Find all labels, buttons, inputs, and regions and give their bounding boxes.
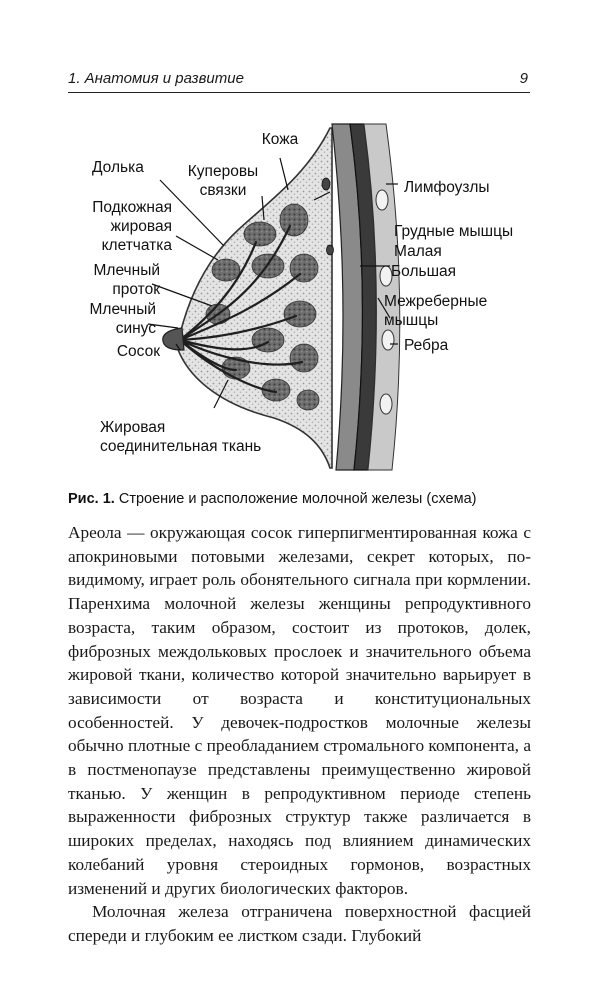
label-pectoralis-major: Большая (391, 263, 457, 280)
label-cooper-line1: Куперовы (187, 163, 259, 180)
page-number: 9 (519, 70, 528, 87)
figure-caption (68, 491, 476, 507)
running-title: 1. Анатомия и развитие (68, 70, 244, 87)
label-lobule: Долька (92, 159, 144, 176)
label-pectoralis-minor: Малая (394, 243, 442, 260)
label-subcutaneous-line3: клетчатка (101, 237, 172, 254)
label-lymph-nodes: Лимфоузлы (404, 179, 490, 196)
label-subcutaneous-line2: жировая (110, 218, 172, 235)
nipple (163, 328, 184, 350)
label-milk-duct-line1: Млечный (93, 262, 160, 279)
body-text (68, 521, 531, 948)
label-milk-sinus-line1: Млечный (89, 301, 156, 318)
caption-label: Рис. 1. (68, 491, 115, 507)
running-header (68, 70, 530, 93)
label-nipple: Сосок (116, 343, 160, 360)
label-pectoral-muscles: Грудные мышцы (394, 223, 514, 240)
label-cooper-line2: связки (199, 182, 247, 199)
label-ribs: Ребра (404, 337, 449, 354)
label-subcutaneous-line1: Подкожная (92, 199, 172, 216)
label-intercostal-line1: Межреберные (384, 293, 488, 310)
caption-text: Строение и расположение молочной железы (схема) (114, 491, 477, 507)
breast-anatomy-figure (68, 118, 538, 478)
label-fat-tissue-line2: соединительная ткань (100, 438, 262, 455)
paragraph: Ареола — окружающая сосок гиперпигментированная кожа с апокриновыми потовыми железами, секрет которых, по-видимому, играет роль обонятельного сигнала при кормлении. Паренхима молочной железы женщины репродуктивного возраста, таким образом, состоит из протоков, долек, фиброзных междольковых прослоек и значительного объема жировой ткани, количество которой значительно варьирует в зависимости от возраста и конституциональных особенностей. У девочек-подростков молочные железы обычно плотные с преобладанием стромального компонента, а в постменопаузе представлены преимущественно жировой тканью. У женщин в репродуктивном периоде степень выраженности фиброзных структур также различается в широких пределах, находясь под влиянием динамических колебаний уровня стероидных гормонов, возрастных изменений и других биологических факторов. (68, 523, 531, 898)
paragraph: Молочная железа отграничена поверхностной фасцией спереди и глубоким ее листком сзади. Глубокий (68, 902, 531, 945)
label-skin: Кожа (261, 131, 299, 148)
label-milk-duct-line2: проток (112, 281, 160, 298)
label-milk-sinus-line2: синус (115, 320, 156, 337)
label-fat-tissue-line1: Жировая (100, 419, 166, 436)
label-intercostal-line2: мышцы (384, 312, 439, 329)
